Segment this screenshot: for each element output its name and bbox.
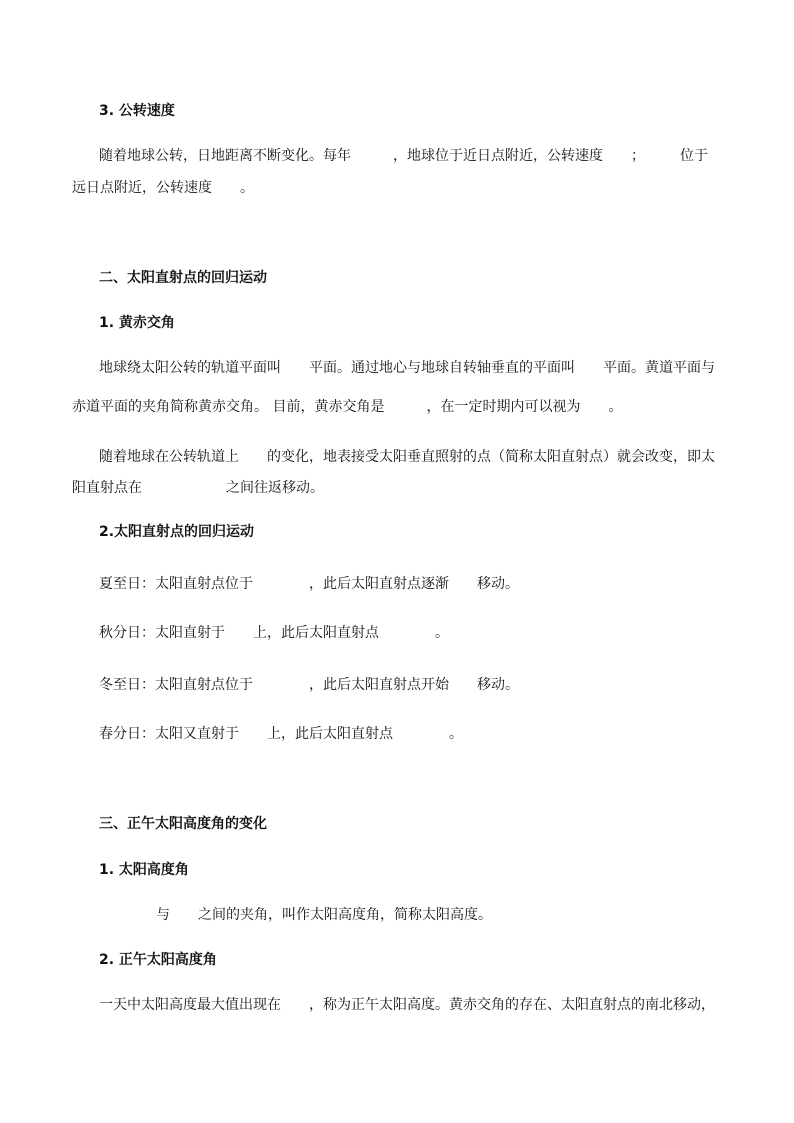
- obliquity-paragraph-line-4: 阳直射点在 之间往返移动。: [72, 480, 324, 496]
- return-motion-heading: 2.太阳直射点的回归运动: [99, 524, 255, 540]
- speed-paragraph-line-2: 远日点附近，公转速度 。: [72, 180, 254, 196]
- summer-solstice-line: 夏至日：太阳直射点位于 ，此后太阳直射点逐渐 移动。: [99, 576, 519, 592]
- obliquity-paragraph-line-1: 地球绕太阳公转的轨道平面叫 平面。通过地心与地球自转轴垂直的平面叫 平面。黄道平面与: [99, 360, 715, 376]
- autumn-equinox-line: 秋分日：太阳直射于 上，此后太阳直射点 。: [99, 625, 449, 641]
- section-2-heading: 二、太阳直射点的回归运动: [99, 270, 267, 286]
- altitude-paragraph: 与 之间的夹角，叫作太阳高度角，简称太阳高度。: [156, 907, 492, 923]
- altitude-heading: 1. 太阳高度角: [99, 862, 189, 878]
- section-3-heading: 三、正午太阳高度角的变化: [99, 816, 267, 832]
- speed-heading: 3. 公转速度: [99, 103, 175, 119]
- noon-altitude-heading: 2. 正午太阳高度角: [99, 952, 217, 968]
- obliquity-paragraph-line-2: 赤道平面的夹角简称黄赤交角。 目前，黄赤交角是 ，在一定时期内可以视为 。: [72, 399, 623, 415]
- winter-solstice-line: 冬至日：太阳直射点位于 ，此后太阳直射点开始 移动。: [99, 677, 519, 693]
- spring-equinox-line: 春分日：太阳又直射于 上，此后太阳直射点 。: [99, 726, 463, 742]
- noon-altitude-paragraph: 一天中太阳高度最大值出现在 ，称为正午太阳高度。黄赤交角的存在、太阳直射点的南北移动，: [99, 997, 715, 1013]
- obliquity-paragraph-line-3: 随着地球在公转轨道上 的变化，地表接受太阳垂直照射的点（简称太阳直射点）就会改变，即太: [99, 449, 715, 465]
- obliquity-heading: 1. 黄赤交角: [99, 315, 175, 331]
- speed-paragraph-line-1: 随着地球公转，日地距离不断变化。每年 ，地球位于近日点附近，公转速度 ； 位于: [99, 148, 708, 164]
